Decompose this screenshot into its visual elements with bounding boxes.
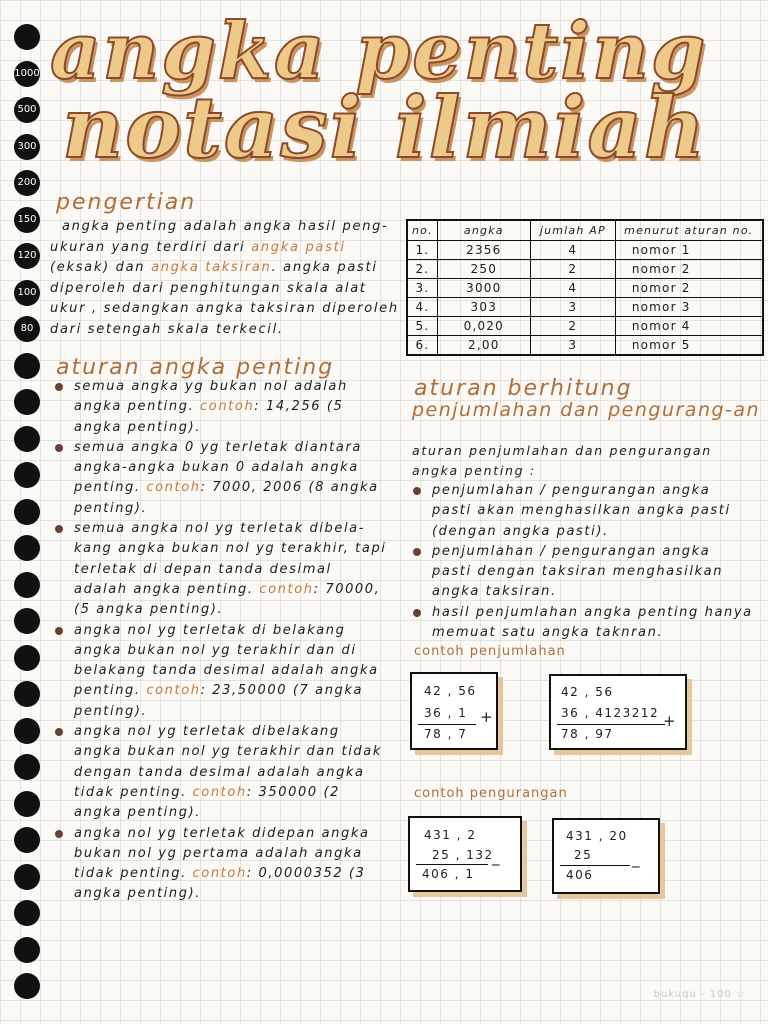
table-row: [407, 260, 763, 279]
binder-hole: [14, 462, 40, 488]
table-header: angka: [437, 220, 530, 241]
minus-sign: _: [492, 848, 501, 866]
result: 406 , 1: [422, 867, 475, 881]
pengertian-line1: angka penting adalah angka hasil peng-: [62, 219, 389, 234]
list-item: penjumlahan / pengurangan angka pasti dengan taksiran menghasilkan angka taksiran.: [410, 542, 755, 603]
binder-hole: [14, 827, 40, 853]
penjumlahan-pengurangan-heading: penjumlahan dan pengurang-an: [412, 399, 761, 421]
rule-example: : 350000 (2 angka penting).: [74, 784, 340, 821]
operand-a: 431 , 2: [424, 828, 477, 842]
rule-text: angka nol yg terletak didepan angka bukan nol yg pertama adalah angka tidak penting.: [74, 825, 370, 882]
list-item: [52, 621, 388, 722]
binder-hole: [14, 973, 40, 999]
contoh-label: contoh: [192, 784, 247, 800]
pengertian-heading: pengertian: [56, 190, 197, 215]
table-cell: nomor 5: [615, 336, 763, 356]
pengertian-line3: (eksak) dan angka taksiran. angka pasti: [50, 260, 378, 275]
difference-line: [416, 864, 488, 865]
rule-text: semua angka yg bukan nol adalah angka penting.: [74, 379, 348, 415]
contoh-label: contoh: [192, 866, 247, 882]
table-header-row: [407, 220, 763, 241]
table-cell: 2.: [407, 260, 437, 279]
list-item: hasil penjumlahan angka penting hanya memuat satu angka taknran.: [410, 603, 755, 644]
highlight-angka-taksiran: angka taksiran: [151, 260, 272, 275]
list-item: [52, 824, 388, 905]
table-cell: 2: [530, 317, 615, 336]
list-item: [52, 519, 388, 620]
pengertian-line5: ukur , sedangkan angka taksiran diperoleh: [50, 301, 399, 316]
binder-hole: 300: [14, 134, 40, 160]
table-cell: nomor 1: [615, 241, 763, 260]
binder-hole: [14, 608, 40, 634]
binder-hole: [14, 937, 40, 963]
list-item: [52, 377, 388, 438]
binder-hole: [14, 900, 40, 926]
table-header: jumlah AP: [530, 220, 615, 241]
operand-b: 25 , 132: [432, 848, 494, 862]
operand-a: 431 , 20: [566, 829, 628, 843]
binder-hole: [14, 535, 40, 561]
table-cell: 1.: [407, 241, 437, 260]
plus-sign: +: [663, 712, 678, 730]
table-cell: 0,020: [437, 317, 530, 336]
rule-text: angka nol yg terletak di belakang angka bukan nol yg terakhir dan di belakang tanda desimal adalah angka penting.: [74, 622, 379, 699]
rule-example: : 0,0000352 (3 angka penting).: [74, 866, 366, 902]
table-row: [407, 317, 763, 336]
table-cell: 3.: [407, 279, 437, 298]
binder-hole: 80: [14, 316, 40, 342]
binder-hole: [14, 572, 40, 598]
rule-text: angka nol yg terletak dibelakang angka bukan nol yg terakhir dan tidak dengan tanda desimal adalah angka tidak penting.: [74, 724, 382, 800]
table-header: menurut aturan no.: [615, 220, 763, 241]
footer-watermark: bukuqu - 100 ☆: [653, 989, 746, 1000]
binder-hole: 150: [14, 207, 40, 233]
binder-hole: [14, 499, 40, 525]
pengertian-paragraph: [50, 217, 400, 340]
contoh-penjumlahan-label: contoh penjumlahan: [414, 644, 566, 659]
binder-hole: [14, 681, 40, 707]
list-item: penjumlahan / pengurangan angka pasti akan menghasilkan angka pasti (dengan angka pasti).: [410, 481, 755, 542]
contoh-label: contoh: [146, 683, 201, 699]
rule-example: : 23,50000 (7 angka penting).: [74, 683, 364, 719]
table-cell: 6.: [407, 336, 437, 356]
aturan-hitung-intro: aturan penjumlahan dan pengurangan angka penting :: [412, 443, 712, 478]
table-cell: 303: [437, 298, 530, 317]
difference-line: [560, 865, 630, 866]
contoh-label: contoh: [200, 399, 255, 415]
page-title-line2: notasi ilmiah: [62, 78, 707, 177]
pengertian-line2: ukuran yang terdiri dari angka pasti: [50, 239, 346, 255]
table-row: [407, 279, 763, 298]
aturan-angka-penting-list: [52, 377, 388, 905]
binder-hole: 1000: [14, 61, 40, 87]
operand-b: 36 , 4123212: [561, 706, 660, 720]
rule-text: semua angka 0 yg terletak diantara angka-angka bukan 0 adalah angka penting.: [74, 439, 362, 496]
contoh-label: contoh: [259, 581, 314, 597]
binder-hole: [14, 24, 40, 50]
table-row: [407, 241, 763, 260]
table-cell: 4: [530, 241, 615, 260]
table-cell: 4.: [407, 298, 437, 317]
result: 406: [566, 868, 594, 882]
result: 78 , 7: [424, 727, 468, 741]
penjumlahan-box-1: [410, 672, 498, 750]
pengertian-line6: dari setengah skala terkecil.: [50, 321, 284, 337]
table-cell: 4: [530, 279, 615, 298]
table-cell: 2: [530, 260, 615, 279]
aturan-angka-penting-heading: aturan angka penting: [56, 355, 335, 380]
table-cell: nomor 3: [615, 298, 763, 317]
rule-example: : 7000, 2006 (8 angka penting).: [74, 480, 379, 516]
binder-hole: [14, 389, 40, 415]
operand-b: 36 , 1: [424, 706, 468, 720]
sum-line: [418, 724, 476, 725]
highlight-angka-pasti: angka pasti: [251, 239, 346, 255]
contoh-pengurangan-label: contoh pengurangan: [414, 786, 568, 801]
table-cell: nomor 4: [615, 317, 763, 336]
binder-hole: [14, 426, 40, 452]
result: 78 , 97: [561, 727, 614, 741]
angka-penting-table: [406, 219, 764, 356]
plus-sign: +: [480, 708, 495, 726]
table-cell: 5.: [407, 317, 437, 336]
binder-hole: [14, 754, 40, 780]
sum-line: [557, 724, 665, 725]
table-cell: 2356: [437, 241, 530, 260]
table-row: [407, 336, 763, 356]
binder-hole: [14, 353, 40, 379]
table-cell: nomor 2: [615, 279, 763, 298]
operand-b: 25: [574, 848, 593, 862]
list-item: [52, 722, 388, 823]
page-title-line1: angka penting: [50, 6, 708, 97]
pengertian-line4: diperoleh dari penghitungan skala alat: [50, 280, 367, 296]
table-row: [407, 298, 763, 317]
table-cell: 3000: [437, 279, 530, 298]
contoh-label: contoh: [146, 480, 201, 496]
operand-a: 42 , 56: [424, 684, 477, 698]
table-cell: 2,00: [437, 336, 530, 356]
rule-text: semua angka nol yg terletak dibela-kang angka bukan nol yg terakhir, tapi terletak di depan tanda desimal adalah angka penting.: [74, 521, 387, 597]
binder-hole: [14, 791, 40, 817]
binder-hole: [14, 645, 40, 671]
binder-hole: 120: [14, 243, 40, 269]
binder-hole: [14, 864, 40, 890]
rule-example: : 14,256 (5 angka penting).: [74, 399, 344, 435]
binder-hole: [14, 718, 40, 744]
table-cell: 3: [530, 336, 615, 356]
pengurangan-box-1: [408, 816, 522, 892]
pengurangan-box-2: [552, 818, 660, 894]
binder-hole: 200: [14, 170, 40, 196]
aturan-hitung-list: [410, 481, 755, 643]
binder-hole: 100: [14, 280, 40, 306]
table-header: no.: [407, 220, 437, 241]
binder-hole: 500: [14, 97, 40, 123]
operand-a: 42 , 56: [561, 685, 614, 699]
table-cell: 3: [530, 298, 615, 317]
minus-sign: _: [632, 850, 641, 868]
list-item: [52, 438, 388, 519]
table-cell: 250: [437, 260, 530, 279]
penjumlahan-box-2: [549, 674, 687, 750]
aturan-berhitung-heading: aturan berhitung: [414, 376, 633, 401]
table-cell: nomor 2: [615, 260, 763, 279]
rule-example: : 70000, (5 angka penting).: [74, 581, 381, 618]
